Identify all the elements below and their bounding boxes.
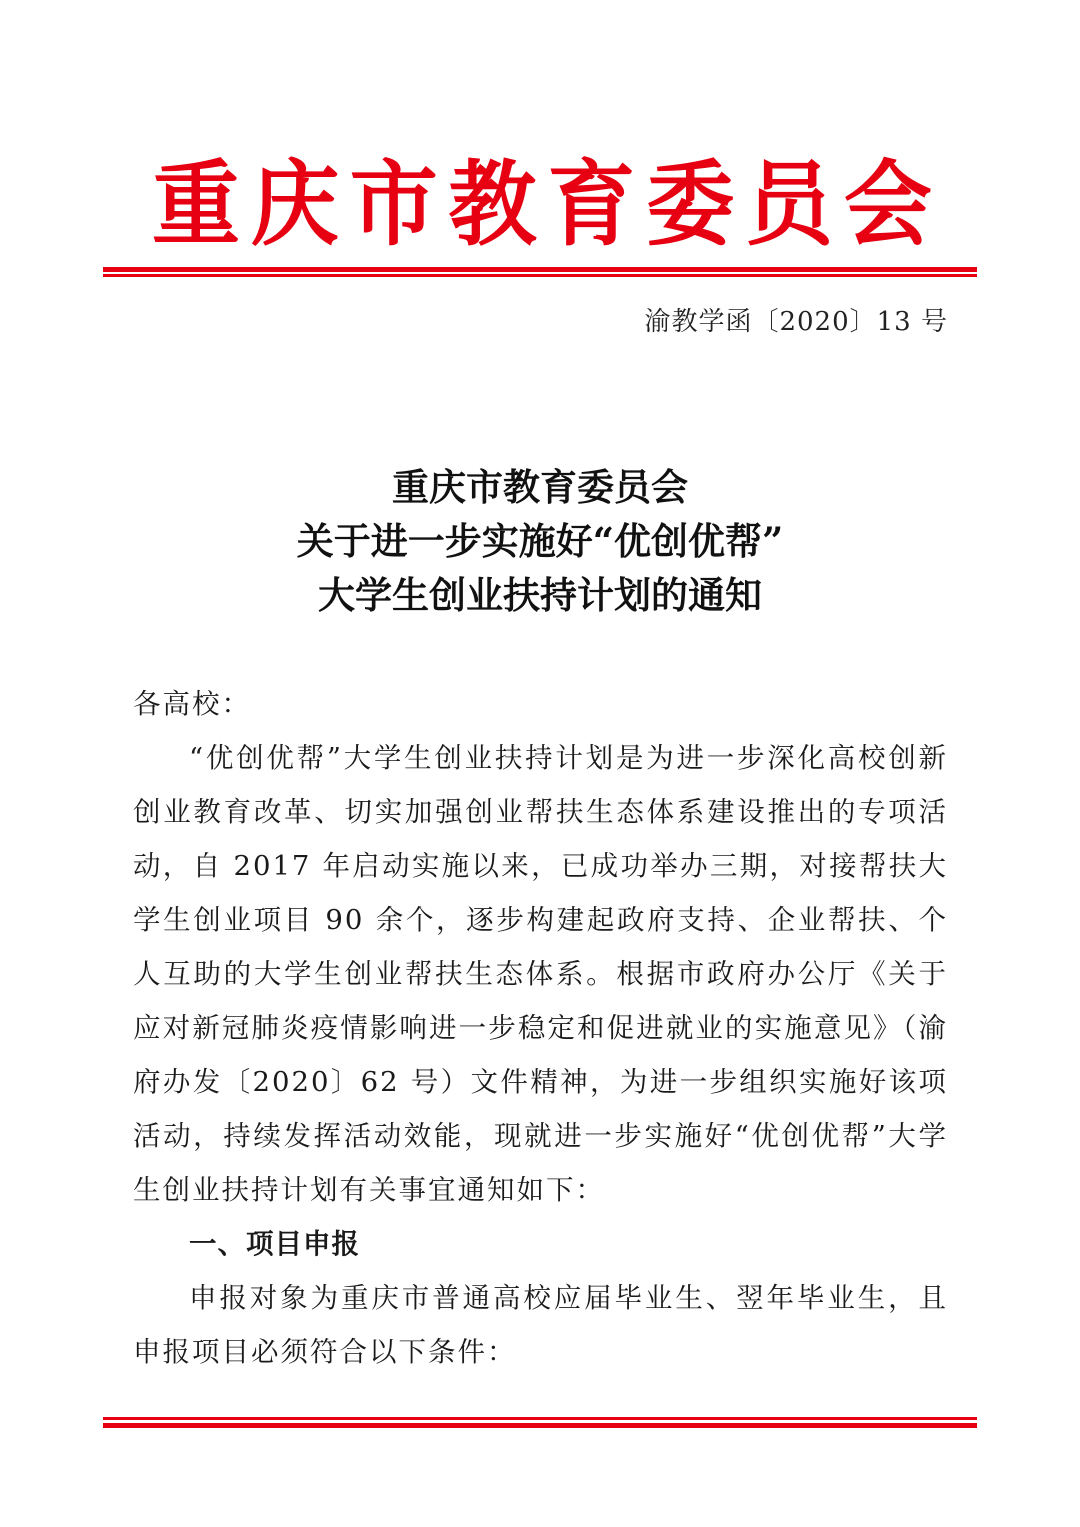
- letterhead-title: [100, 150, 980, 260]
- salutation: 各高校：: [133, 688, 251, 720]
- footer-rule-thick: [103, 1423, 977, 1428]
- letterhead-char: 员: [745, 150, 834, 259]
- header-rule-thick: [103, 267, 977, 272]
- document-title: [0, 460, 1080, 622]
- footer-rule-thin: [103, 1417, 977, 1420]
- title-line-2: 关于进一步实施好“优创优帮”: [296, 519, 784, 563]
- title-line-1: 重庆市教育委员会: [392, 465, 688, 509]
- letterhead-char: 会: [843, 150, 932, 259]
- section-heading-1: 一、项目申报: [189, 1228, 360, 1260]
- letterhead-char: 教: [448, 150, 537, 259]
- letterhead-char: 市: [349, 150, 438, 259]
- letterhead-char: 委: [646, 150, 735, 259]
- letterhead-char: 育: [547, 150, 636, 259]
- document-body: [133, 677, 948, 1379]
- header-rule-thin: [103, 274, 977, 277]
- body-paragraph-1: “优创优帮”大学生创业扶持计划是为进一步深化高校创新创业教育改革、切实加强创业帮扶生态体系建设推出的专项活动，自 2017 年启动实施以来，已成功举办三期，对接帮扶大学生创业项目 90 余个，逐步构建起政府支持、企业帮扶、个人互助的大学生创业帮扶生态体系。根据市政府办公厅《关于应对新冠肺炎疫情影响进一步稳定和促进就业的实施意见》（渝府办发〔2020〕62 号）文件精神，为进一步组织实施好该项活动，持续发挥活动效能，现就进一步实施好“优创优帮”大学生创业扶持计划有关事宜通知如下：: [133, 742, 948, 1206]
- letterhead-char: 庆: [250, 150, 339, 259]
- document-number: 渝教学函〔2020〕13 号: [644, 307, 948, 337]
- title-line-3: 大学生创业扶持计划的通知: [318, 573, 762, 617]
- body-paragraph-2: 申报对象为重庆市普通高校应届毕业生、翌年毕业生，且申报项目必须符合以下条件：: [133, 1282, 948, 1368]
- letterhead-char: 重: [152, 150, 241, 259]
